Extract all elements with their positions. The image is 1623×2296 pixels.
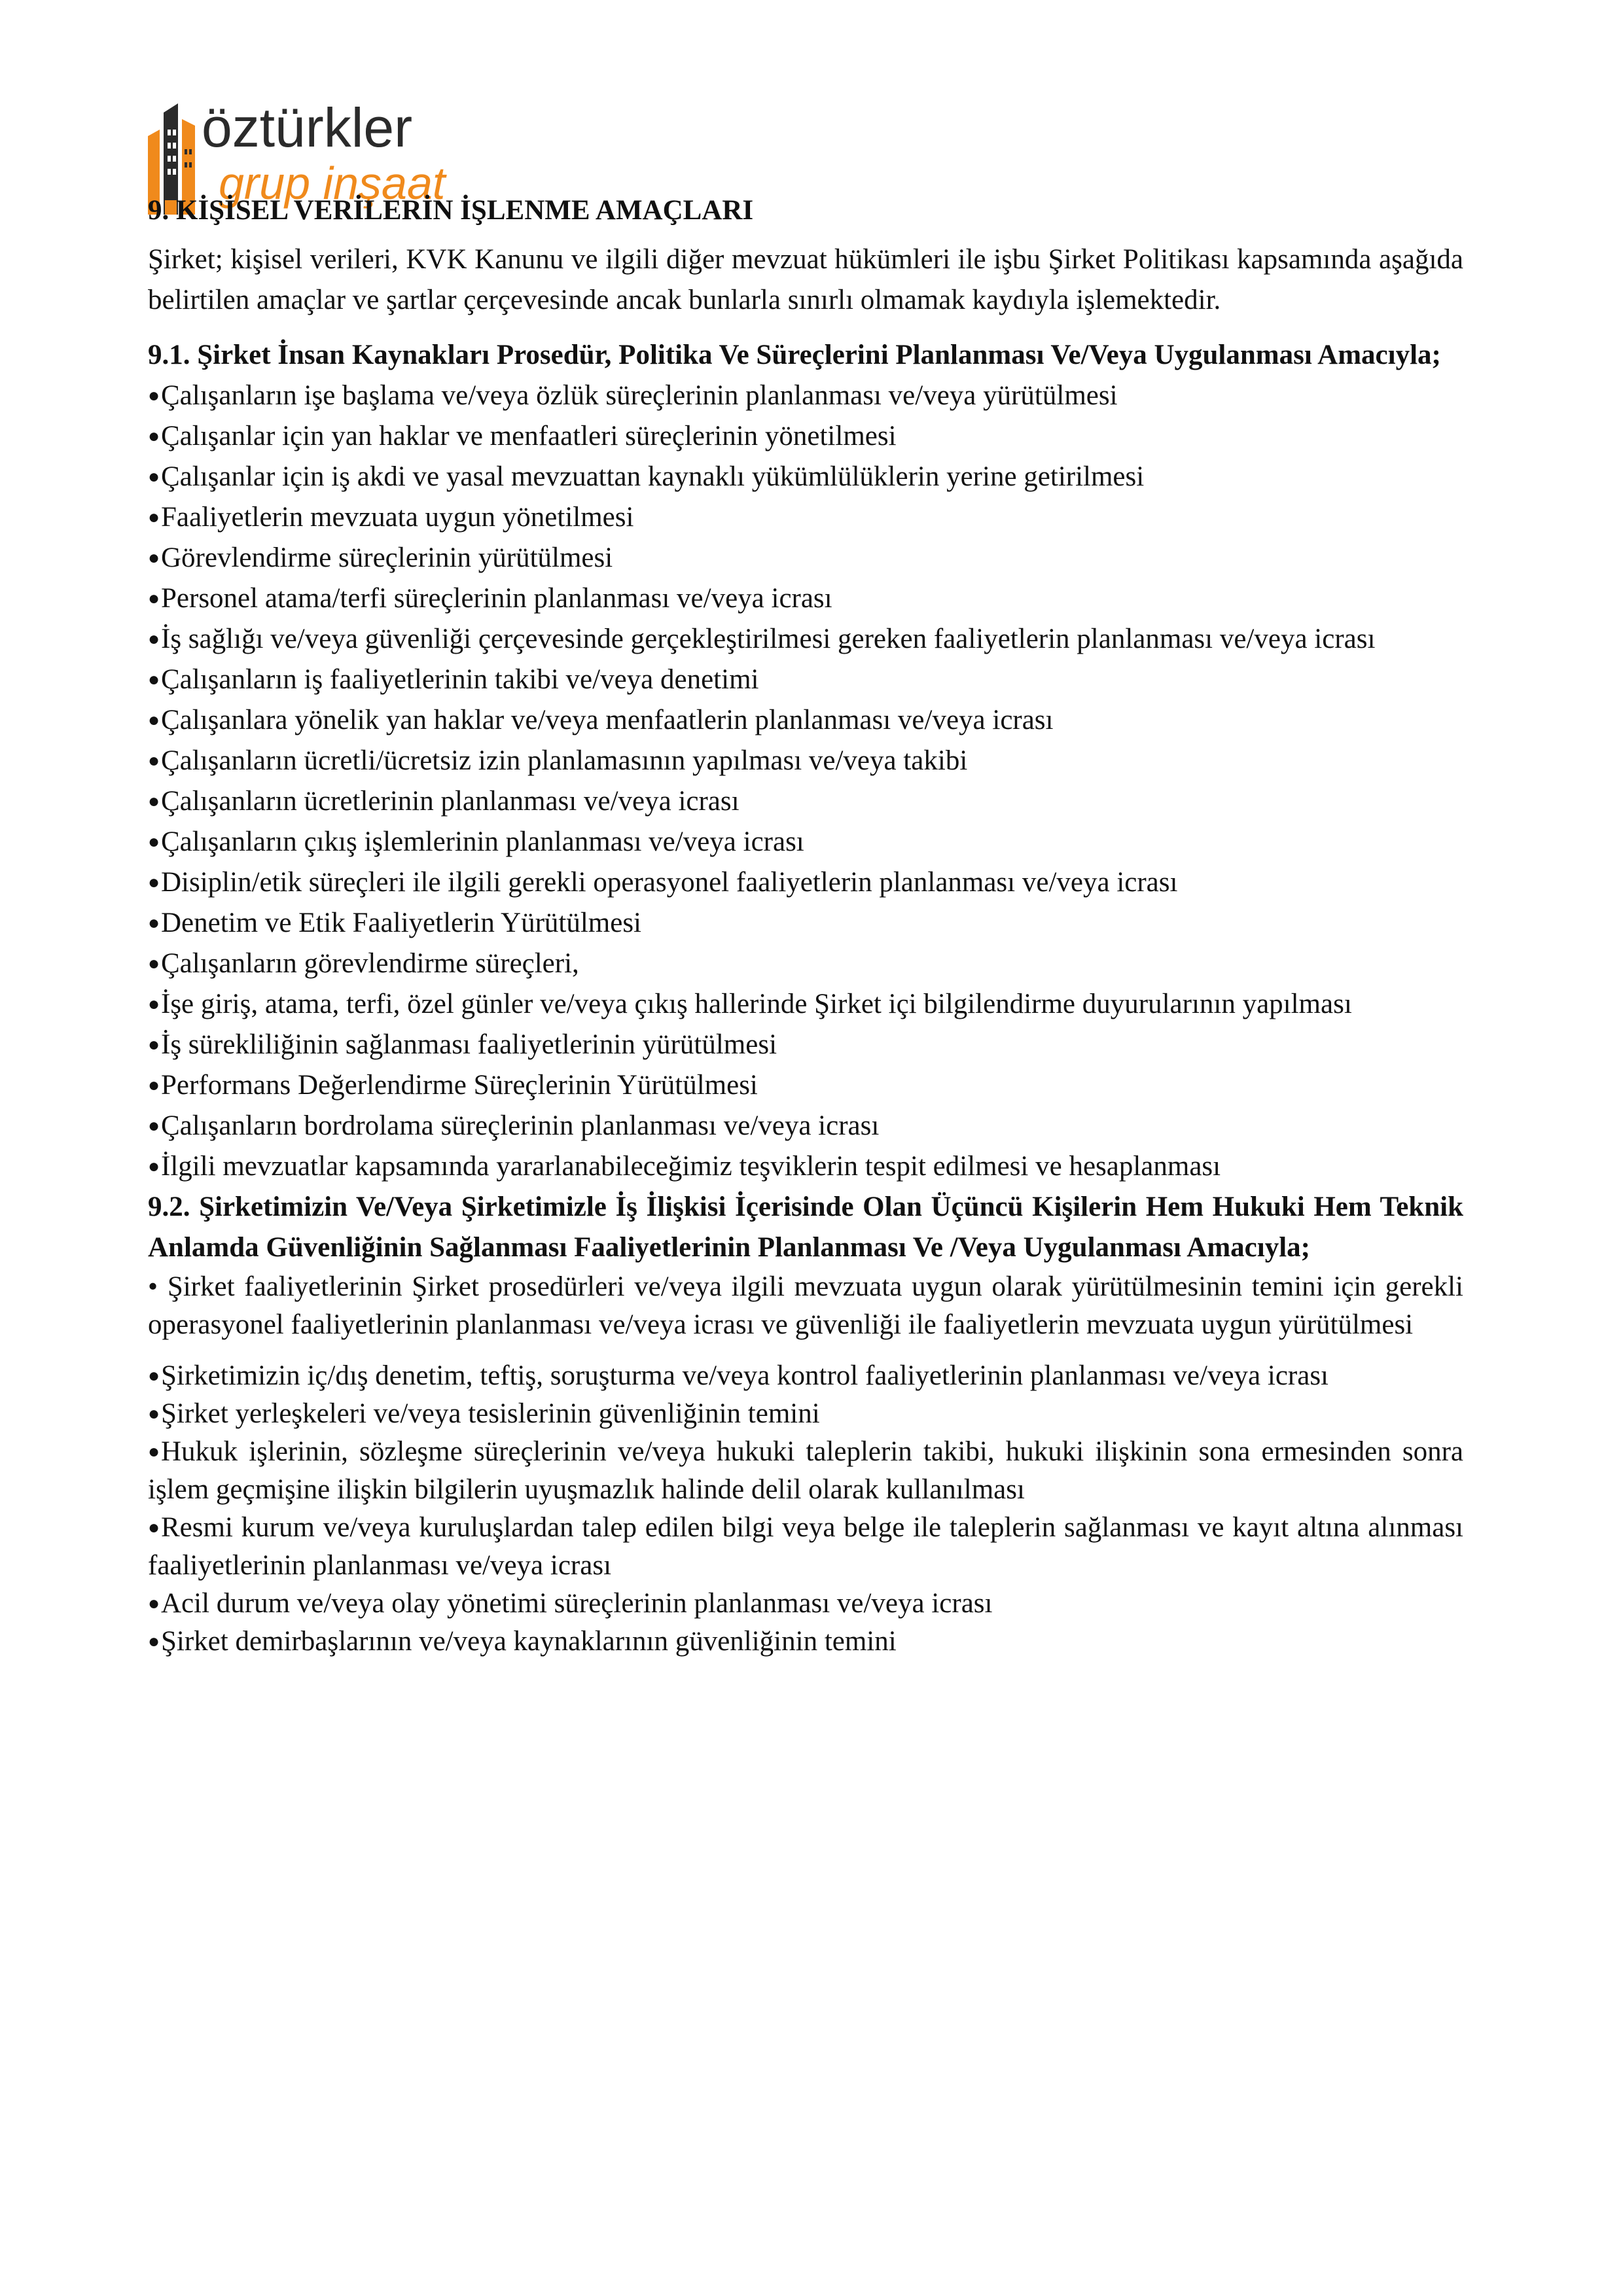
bullet-icon: ● (148, 790, 160, 812)
bullet-icon: ● (148, 547, 160, 569)
bullet-icon: ● (148, 831, 160, 853)
bullet-icon: ● (148, 709, 160, 731)
bullet-icon: ● (148, 1631, 160, 1652)
list-item: ●Disiplin/etik süreçleri ile ilgili gerekli operasyonel faaliyetlerin planlanması ve/veya icrası (148, 862, 1479, 903)
intro-paragraph: Şirket; kişisel verileri, KVK Kanunu ve ilgili diğer mevzuat hükümleri ile işbu Şirket Politikası kapsamında aşağıda belirtilen amaçlar ve şartlar çerçevesinde ancak bunlarla sınırlı olmamak kaydıyla işlemektedir. (148, 244, 1463, 315)
list-item: ●Acil durum ve/veya olay yönetimi süreçlerinin planlanması ve/veya icrası (148, 1585, 1463, 1623)
list-item: ●Çalışanların ücretlerinin planlanması ve/veya icrası (148, 781, 1479, 822)
list-item: ●İşe giriş, atama, terfi, özel günler ve/veya çıkış hallerinde Şirket içi bilgilendirme duyurularının yapılması (148, 984, 1479, 1025)
list-item: ●Çalışanların bordrolama süreçlerinin planlanması ve/veya icrası (148, 1106, 1479, 1146)
bullet-icon: ● (148, 750, 160, 771)
bullet-icon: ● (148, 1365, 160, 1386)
bullet-icon: ● (148, 669, 160, 690)
bullet-icon: ● (148, 1034, 160, 1055)
bullet-icon: ● (148, 1115, 160, 1137)
bullet-icon: ● (148, 1403, 160, 1424)
section-title: 9. KİŞİSEL VERİLERİN İŞLENME AMAÇLARI (148, 195, 754, 226)
list-item: ●Çalışanların görevlendirme süreçleri, (148, 944, 1479, 984)
subsection-9-2-list (148, 1357, 1463, 1661)
list-item: ●Denetim ve Etik Faaliyetlerin Yürütülmesi (148, 903, 1479, 944)
list-item: ●Çalışanlar için iş akdi ve yasal mevzuattan kaynaklı yükümlülüklerin yerine getirilmesi (148, 457, 1479, 497)
bullet-icon: ● (148, 993, 160, 1015)
list-item: ●Çalışanlara yönelik yan haklar ve/veya menfaatlerin planlanması ve/veya icrası (148, 700, 1479, 741)
document-body (148, 195, 1463, 1661)
bullet-icon: ● (148, 912, 160, 934)
list-item: ●Hukuk işlerinin, sözleşme süreçlerinin ve/veya hukuki taleplerin takibi, hukuki ilişkinin sona ermesinden sonra işlem geçmişine ilişkin bilgilerin uyuşmazlık halinde delil olarak kullanılması (148, 1433, 1463, 1509)
list-item: ●Şirketimizin iç/dış denetim, teftiş, soruşturma ve/veya kontrol faaliyetlerinin planlanması ve/veya icrası (148, 1357, 1463, 1395)
subsection-9-2-first-item: • Şirket faaliyetlerinin Şirket prosedürleri ve/veya ilgili mevzuata uygun olarak yürütülmesinin temini için gerekli operasyonel faaliyetlerinin planlanması ve/veya icrası ve güvenliği ile faaliyetlerin mevzuata uygun yürütülmesi (148, 1271, 1463, 1340)
list-item: ●Çalışanların çıkış işlemlerinin planlanması ve/veya icrası (148, 822, 1479, 862)
list-item: ●İş sağlığı ve/veya güvenliği çerçevesinde gerçekleştirilmesi gereken faaliyetlerin planlanması ve/veya icrası (148, 619, 1479, 660)
bullet-icon: ● (148, 1441, 160, 1462)
list-item: ●Çalışanların işe başlama ve/veya özlük süreçlerinin planlanması ve/veya yürütülmesi (148, 376, 1479, 416)
bullet-icon: ● (148, 628, 160, 650)
bullet-icon: ● (148, 385, 160, 406)
bullet-icon: ● (148, 1074, 160, 1096)
list-item: ●Performans Değerlendirme Süreçlerinin Yürütülmesi (148, 1065, 1479, 1106)
bullet-icon: ● (148, 425, 160, 447)
list-item: ●Çalışanlar için yan haklar ve menfaatleri süreçlerinin yönetilmesi (148, 416, 1479, 457)
bullet-icon: ● (148, 588, 160, 609)
list-item: ●Çalışanların ücretli/ücretsiz izin planlamasının yapılması ve/veya takibi (148, 741, 1479, 781)
bullet-icon: ● (148, 466, 160, 487)
list-item: ●Resmi kurum ve/veya kuruluşlardan talep edilen bilgi veya belge ile taleplerin sağlanması ve kayıt altına alınması faaliyetlerinin planlanması ve/veya icrası (148, 1509, 1463, 1585)
list-item: ●Şirket yerleşkeleri ve/veya tesislerinin güvenliğinin temini (148, 1395, 1463, 1433)
list-item: ●İş sürekliliğinin sağlanması faaliyetlerinin yürütülmesi (148, 1025, 1479, 1065)
subsection-9-2-title: 9.2. Şirketimizin Ve/Veya Şirketimizle İş İlişkisi İçerisinde Olan Üçüncü Kişilerin Hem Hukuki Hem Teknik Anlamda Güvenliğinin Sağlanması Faaliyetlerinin Planlanması Ve /Veya Uygulanması Amacıyla; (148, 1192, 1463, 1263)
list-item: ●Çalışanların iş faaliyetlerinin takibi ve/veya denetimi (148, 660, 1479, 700)
bullet-icon: ● (148, 1517, 160, 1538)
logo-subtitle: grup inşaat (219, 158, 446, 209)
subsection-9-1-title: 9.1. Şirket İnsan Kaynakları Prosedür, Politika Ve Süreçlerini Planlanması Ve/Veya Uygulanması Amacıyla; (148, 340, 1441, 370)
bullet-icon: ● (148, 1593, 160, 1614)
list-item: ●Görevlendirme süreçlerinin yürütülmesi (148, 538, 1479, 578)
list-item: ●Şirket demirbaşlarının ve/veya kaynaklarının güvenliğinin temini (148, 1623, 1463, 1661)
bullet-icon: ● (148, 506, 160, 528)
bullet-icon: ● (148, 953, 160, 974)
list-item: ●İlgili mevzuatlar kapsamında yararlanabileceğimiz teşviklerin tespit edilmesi ve hesaplanması (148, 1146, 1479, 1187)
subsection-9-1-list (148, 376, 1479, 1187)
bullet-icon: ● (148, 872, 160, 893)
list-item: ●Personel atama/terfi süreçlerinin planlanması ve/veya icrası (148, 578, 1479, 619)
bullet-icon: ● (148, 1156, 160, 1177)
list-item: ●Faaliyetlerin mevzuata uygun yönetilmesi (148, 497, 1479, 538)
logo-wordmark: öztürkler (202, 97, 413, 158)
